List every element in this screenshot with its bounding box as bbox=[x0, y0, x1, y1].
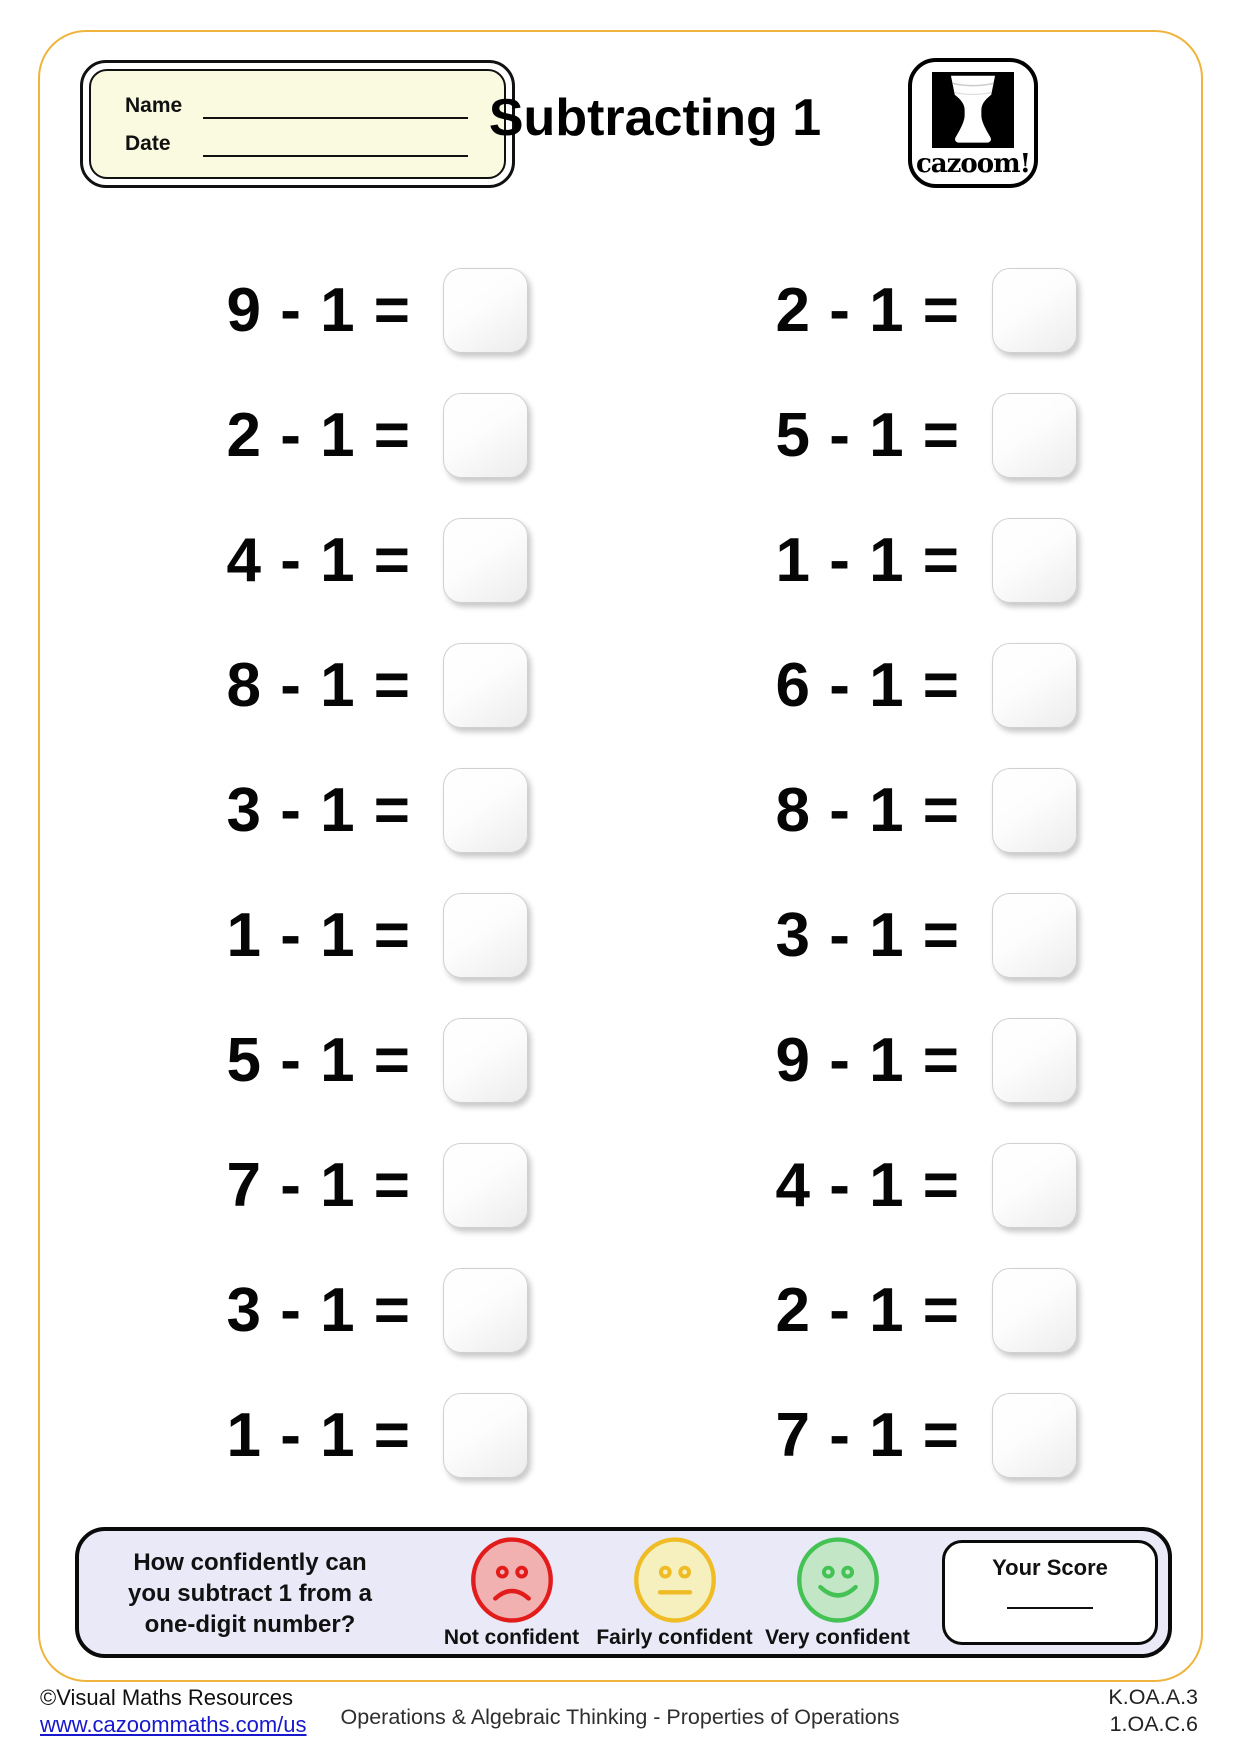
confidence-question bbox=[100, 1547, 400, 1640]
confidence-option-label: Not confident bbox=[443, 1626, 580, 1649]
confidence-options bbox=[430, 1536, 919, 1650]
problem-expression: 4 - 1 = bbox=[226, 525, 411, 595]
answer-box[interactable] bbox=[992, 1268, 1077, 1353]
answer-box[interactable] bbox=[443, 643, 528, 728]
answer-box[interactable] bbox=[443, 393, 528, 478]
problem-expression: 1 - 1 = bbox=[226, 1400, 411, 1470]
problem-row bbox=[150, 1373, 528, 1498]
drum-icon bbox=[932, 72, 1014, 148]
standard-code-1: K.OA.A.3 bbox=[1108, 1685, 1198, 1709]
answer-box[interactable] bbox=[443, 893, 528, 978]
problem-expression: 2 - 1 = bbox=[775, 275, 960, 345]
answer-box[interactable] bbox=[443, 1393, 528, 1478]
date-input-line[interactable] bbox=[203, 129, 468, 157]
problem-row bbox=[700, 748, 1077, 873]
problem-expression: 7 - 1 = bbox=[775, 1400, 960, 1470]
problem-row bbox=[700, 248, 1077, 373]
problem-expression: 9 - 1 = bbox=[226, 275, 411, 345]
answer-box[interactable] bbox=[443, 1143, 528, 1228]
problem-expression: 9 - 1 = bbox=[775, 1025, 960, 1095]
problem-expression: 3 - 1 = bbox=[226, 775, 411, 845]
standard-code-2: 1.OA.C.6 bbox=[1109, 1712, 1198, 1736]
name-input-line[interactable] bbox=[203, 91, 468, 119]
name-date-box-inner bbox=[89, 69, 506, 179]
score-input-line[interactable] bbox=[1007, 1607, 1093, 1609]
problem-expression: 5 - 1 = bbox=[775, 400, 960, 470]
problem-expression: 3 - 1 = bbox=[226, 1275, 411, 1345]
answer-box[interactable] bbox=[992, 1018, 1077, 1103]
footer-standard-codes bbox=[1108, 1684, 1198, 1738]
problem-row bbox=[150, 623, 528, 748]
problem-row bbox=[150, 998, 528, 1123]
confidence-question-line3: one-digit number? bbox=[144, 1611, 356, 1638]
problem-row bbox=[150, 248, 528, 373]
problem-row bbox=[150, 748, 528, 873]
confidence-option-label: Fairly confident bbox=[596, 1626, 753, 1649]
name-field-row bbox=[125, 93, 480, 119]
problem-expression: 5 - 1 = bbox=[226, 1025, 411, 1095]
problem-row bbox=[700, 623, 1077, 748]
name-date-box bbox=[80, 60, 515, 188]
confidence-option-very-confident[interactable] bbox=[756, 1536, 919, 1650]
answer-box[interactable] bbox=[443, 268, 528, 353]
answer-box[interactable] bbox=[992, 1393, 1077, 1478]
answer-box[interactable] bbox=[443, 1268, 528, 1353]
problem-expression: 2 - 1 = bbox=[775, 1275, 960, 1345]
problem-row bbox=[150, 373, 528, 498]
answer-box[interactable] bbox=[992, 393, 1077, 478]
confidence-question-line1: How confidently can bbox=[133, 1549, 367, 1576]
problem-row bbox=[700, 873, 1077, 998]
date-label: Date bbox=[125, 132, 171, 155]
footer-standards-strand: Operations & Algebraic Thinking - Properties of Operations bbox=[340, 1705, 900, 1729]
problem-expression: 8 - 1 = bbox=[226, 650, 411, 720]
problem-row bbox=[150, 1248, 528, 1373]
answer-box[interactable] bbox=[443, 768, 528, 853]
confidence-option-label: Very confident bbox=[765, 1626, 910, 1649]
score-label: Your Score bbox=[992, 1555, 1108, 1580]
cazoom-logo bbox=[908, 58, 1038, 188]
copyright-text: ©Visual Maths Resources bbox=[40, 1685, 294, 1710]
very-confident-face-icon bbox=[793, 1536, 883, 1624]
answer-box[interactable] bbox=[992, 643, 1077, 728]
answer-box[interactable] bbox=[992, 893, 1077, 978]
fairly-confident-face-icon bbox=[630, 1536, 720, 1624]
problem-expression: 4 - 1 = bbox=[775, 1150, 960, 1220]
date-field-row bbox=[125, 131, 480, 157]
problem-expression: 3 - 1 = bbox=[775, 900, 960, 970]
footer-left bbox=[40, 1684, 307, 1738]
answer-box[interactable] bbox=[992, 768, 1077, 853]
answer-box[interactable] bbox=[992, 518, 1077, 603]
problem-row bbox=[700, 1373, 1077, 1498]
problem-row bbox=[700, 1248, 1077, 1373]
problems-grid bbox=[150, 248, 1077, 1498]
not-confident-face-icon bbox=[467, 1536, 557, 1624]
problem-row bbox=[150, 498, 528, 623]
problem-expression: 8 - 1 = bbox=[775, 775, 960, 845]
problem-expression: 6 - 1 = bbox=[775, 650, 960, 720]
answer-box[interactable] bbox=[443, 518, 528, 603]
answer-box[interactable] bbox=[992, 268, 1077, 353]
problem-row bbox=[700, 498, 1077, 623]
problem-expression: 7 - 1 = bbox=[226, 1150, 411, 1220]
problem-row bbox=[150, 1123, 528, 1248]
problem-expression: 1 - 1 = bbox=[226, 900, 411, 970]
problem-expression: 2 - 1 = bbox=[226, 400, 411, 470]
answer-box[interactable] bbox=[443, 1018, 528, 1103]
problem-expression: 1 - 1 = bbox=[775, 525, 960, 595]
confidence-option-fairly-confident[interactable] bbox=[593, 1536, 756, 1650]
confidence-question-line2: you subtract 1 from a bbox=[127, 1580, 373, 1607]
logo-wordmark: cazoom! bbox=[915, 149, 1031, 179]
name-label: Name bbox=[125, 94, 183, 117]
problem-row bbox=[700, 373, 1077, 498]
problem-row bbox=[700, 998, 1077, 1123]
problem-row bbox=[700, 1123, 1077, 1248]
page-title: Subtracting 1 bbox=[488, 89, 822, 147]
website-link[interactable]: www.cazoommaths.com/us bbox=[40, 1712, 307, 1737]
confidence-option-not-confident[interactable] bbox=[430, 1536, 593, 1650]
problem-row bbox=[150, 873, 528, 998]
score-box bbox=[942, 1540, 1158, 1645]
answer-box[interactable] bbox=[992, 1143, 1077, 1228]
